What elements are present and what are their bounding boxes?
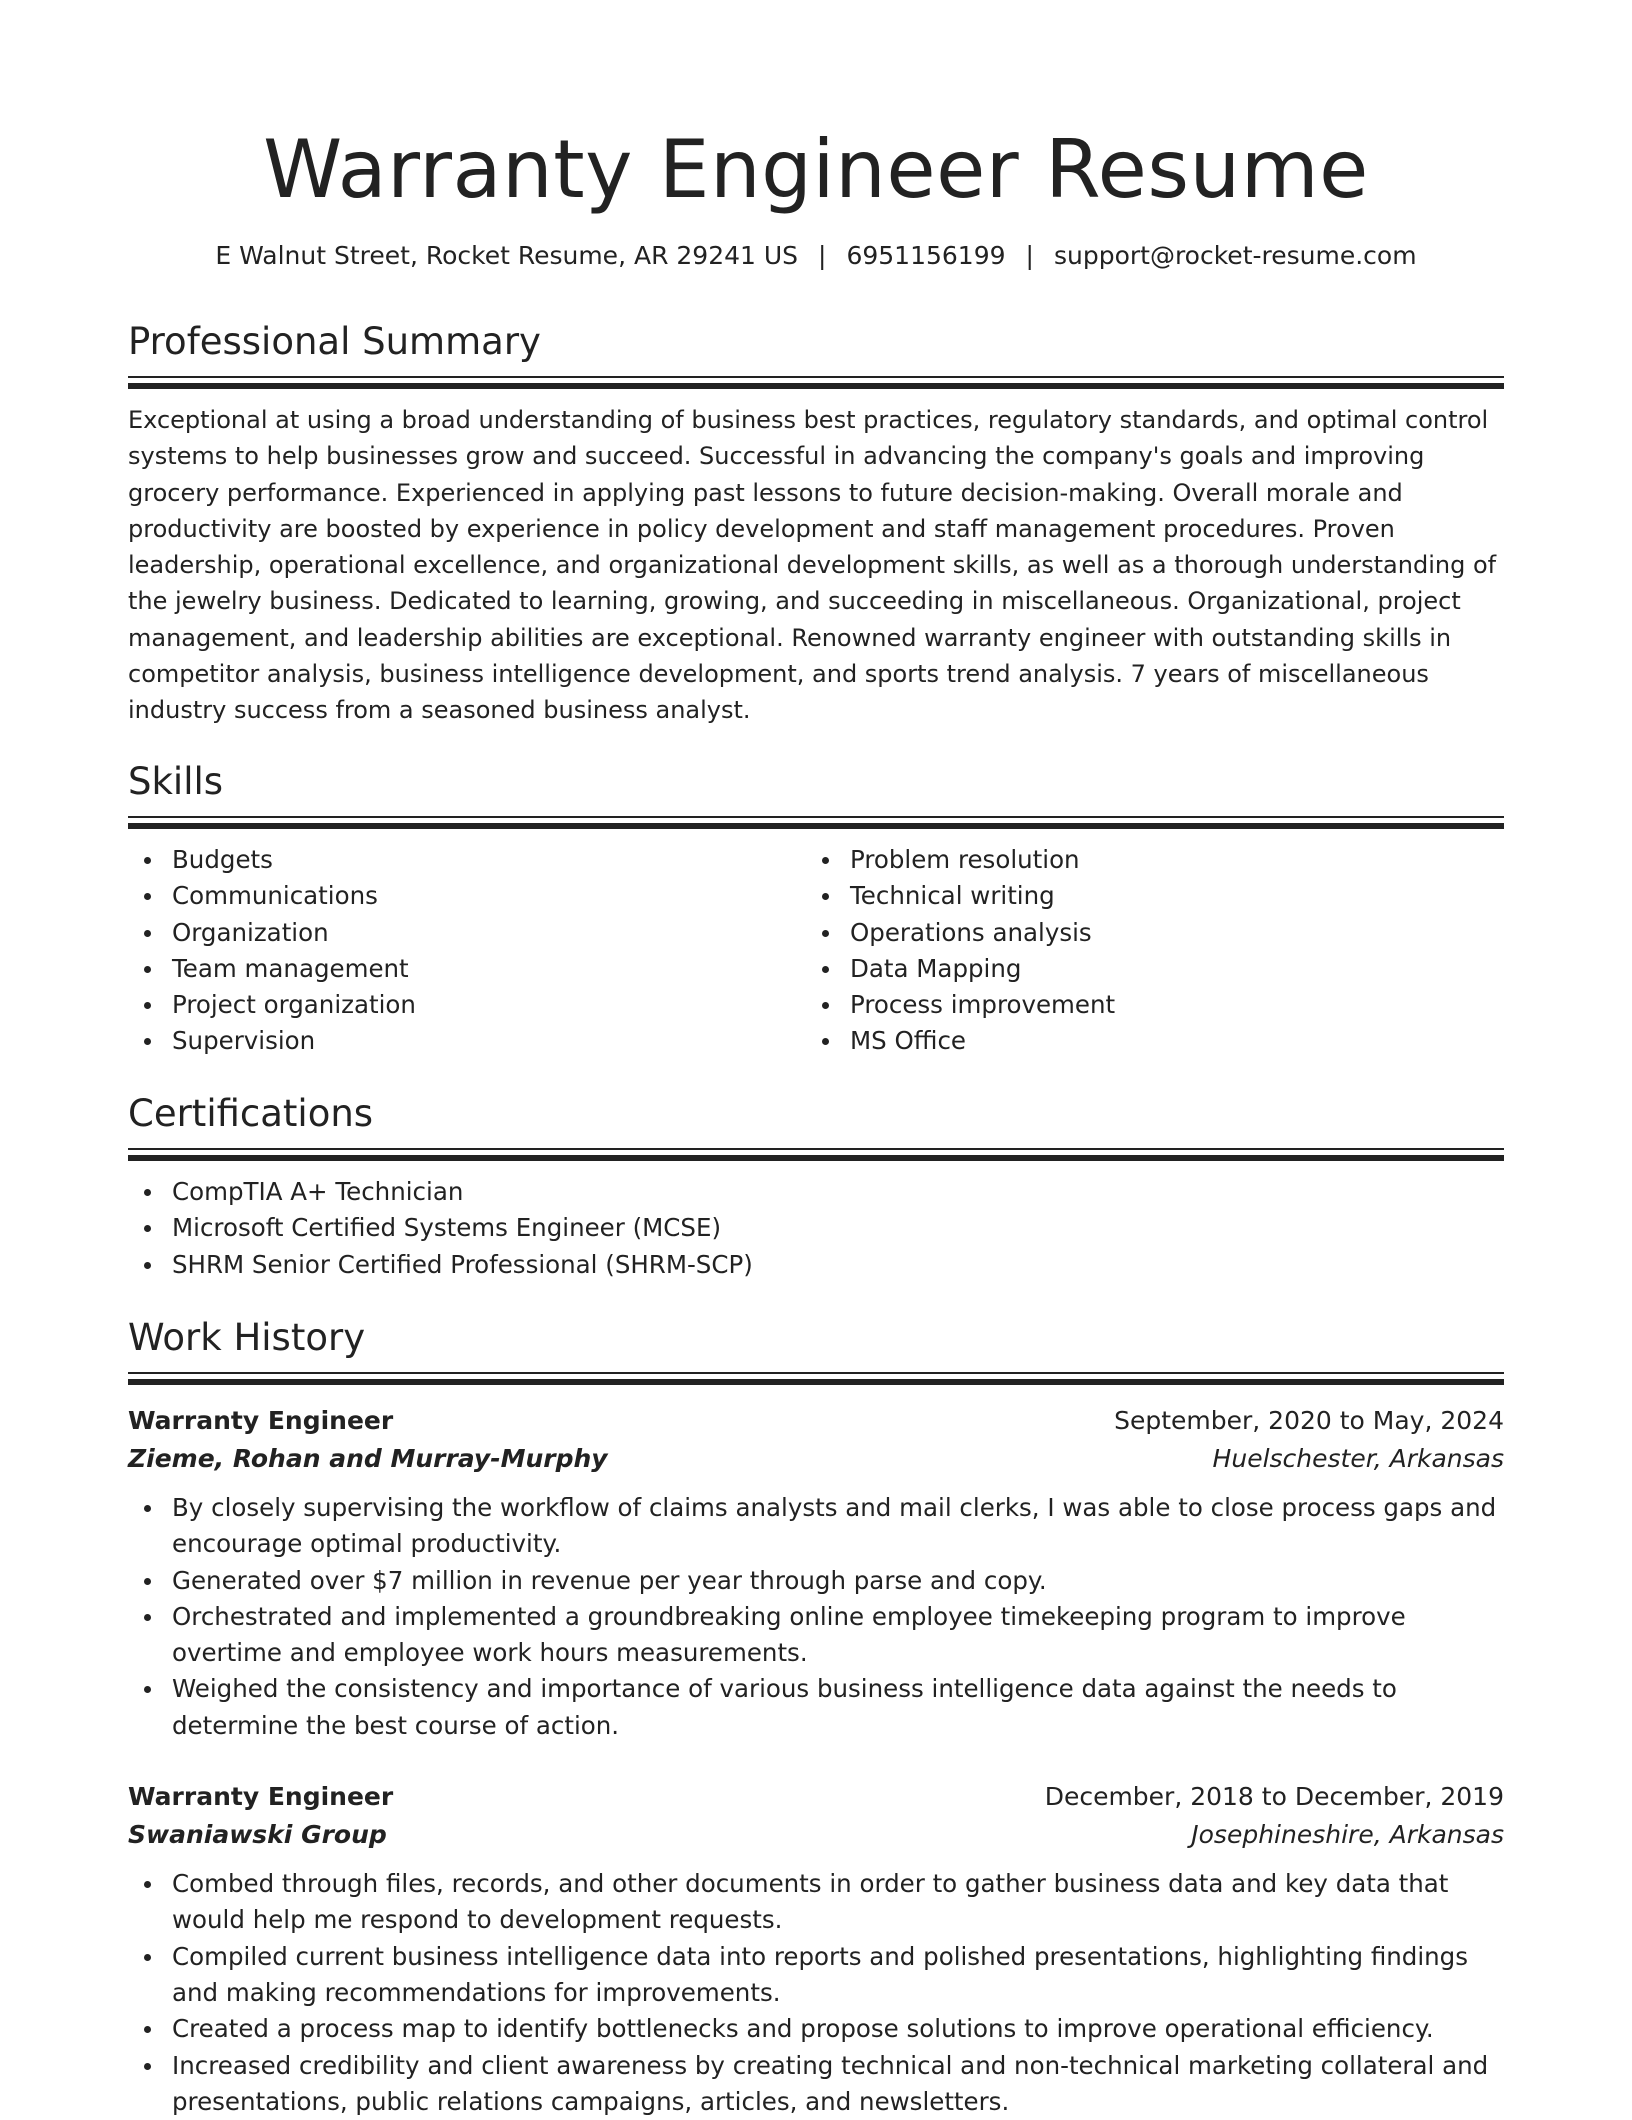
job-bullets xyxy=(128,1490,1504,1744)
skill-item: Organization xyxy=(128,915,806,951)
job-bullet: Weighed the consistency and importance of various business intelligence data against the needs to determine the best course of action. xyxy=(128,1671,1504,1744)
skills-grid xyxy=(128,842,1504,1060)
skill-item: Supervision xyxy=(128,1023,806,1059)
skills-list-right xyxy=(806,842,1484,1060)
certifications-section xyxy=(128,1090,1504,1283)
job-dates: December, 2018 to December, 2019 xyxy=(1044,1782,1504,1812)
job-company-row xyxy=(128,1440,1504,1478)
contact-separator: | xyxy=(818,241,827,270)
contact-email: support@rocket-resume.com xyxy=(1053,241,1417,270)
job-bullets xyxy=(128,1866,1504,2120)
summary-heading: Professional Summary xyxy=(128,320,541,363)
work-history-section xyxy=(128,1314,1504,2120)
job-company: Zieme, Rohan and Murray-Murphy xyxy=(128,1444,608,1473)
skill-item: Team management xyxy=(128,951,806,987)
skill-item: Process improvement xyxy=(806,987,1484,1023)
job-bullet: Created a process map to identify bottlenecks and propose solutions to improve operational efficiency. xyxy=(128,2011,1504,2047)
job-bullet: Combed through files, records, and other documents in order to gather business data and key data that would help me respond to development requests. xyxy=(128,1866,1504,1939)
job-bullet: Increased credibility and client awareness by creating technical and non-technical marketing collateral and presentations, public relations campaigns, articles, and newsletters. xyxy=(128,2048,1504,2120)
contact-phone: 6951156199 xyxy=(846,241,1006,270)
job-bullet: Orchestrated and implemented a groundbreaking online employee timekeeping program to improve overtime and employee work hours measurements. xyxy=(128,1599,1504,1672)
skill-item: Problem resolution xyxy=(806,842,1484,878)
job-bullet: Compiled current business intelligence data into reports and polished presentations, highlighting findings and making recommendations for improvements. xyxy=(128,1939,1504,2012)
summary-section xyxy=(128,318,1504,729)
section-divider xyxy=(128,1372,1504,1386)
contact-line xyxy=(0,238,1632,274)
skill-item: Operations analysis xyxy=(806,915,1484,951)
skill-item: Technical writing xyxy=(806,878,1484,914)
certification-item: Microsoft Certified Systems Engineer (MCSE) xyxy=(128,1210,1504,1246)
skill-item: Budgets xyxy=(128,842,806,878)
contact-address: E Walnut Street, Rocket Resume, AR 29241 US xyxy=(215,241,799,270)
skills-section xyxy=(128,758,1504,1060)
certification-item: CompTIA A+ Technician xyxy=(128,1174,1504,1210)
section-divider xyxy=(128,816,1504,830)
job-entry xyxy=(128,1778,1504,2120)
job-location: Huelschester, Arkansas xyxy=(1212,1444,1504,1473)
summary-text: Exceptional at using a broad understanding of business best practices, regulatory standards, and optimal control systems to help businesses grow and succeed. Successful in advancing the company's goals and improving grocery performance. Experienced in applying past lessons to future decision-making. Overall morale and productivity are boosted by experience in policy development and staff management procedures. Proven leadership, operational excellence, and organizational development skills, as well as a thorough understanding of the jewelry business. Dedicated to learning, growing, and succeeding in miscellaneous. Organizational, project management, and leadership abilities are exceptional. Renowned warranty engineer with outstanding skills in competitor analysis, business intelligence development, and sports trend analysis. 7 years of miscellaneous industry success from a seasoned business analyst. xyxy=(128,406,1497,725)
contact-separator: | xyxy=(1025,241,1034,270)
job-company-row xyxy=(128,1816,1504,1854)
section-divider xyxy=(128,376,1504,390)
job-bullet: Generated over $7 million in revenue per year through parse and copy. xyxy=(128,1563,1504,1599)
skills-heading: Skills xyxy=(128,760,224,803)
job-header-row xyxy=(128,1402,1504,1440)
job-company: Swaniawski Group xyxy=(128,1820,387,1850)
section-divider xyxy=(128,1148,1504,1162)
work-history-heading: Work History xyxy=(128,1316,366,1359)
skill-item: Project organization xyxy=(128,987,806,1023)
job-title: Warranty Engineer xyxy=(128,1406,394,1435)
skill-item: MS Office xyxy=(806,1023,1484,1059)
resume-title: Warranty Engineer Resume xyxy=(263,123,1369,216)
certifications-list xyxy=(128,1174,1504,1283)
skills-list-left xyxy=(128,842,806,1060)
skill-item: Data Mapping xyxy=(806,951,1484,987)
certifications-heading: Certifications xyxy=(128,1092,374,1135)
skill-item: Communications xyxy=(128,878,806,914)
certification-item: SHRM Senior Certified Professional (SHRM-SCP) xyxy=(128,1247,1504,1283)
job-bullet: By closely supervising the workflow of claims analysts and mail clerks, I was able to close process gaps and encourage optimal productivity. xyxy=(128,1490,1504,1563)
job-dates: September, 2020 to May, 2024 xyxy=(1114,1406,1504,1435)
job-entry xyxy=(128,1402,1504,1744)
job-header-row xyxy=(128,1778,1504,1816)
job-title: Warranty Engineer xyxy=(128,1782,394,1812)
job-location: Josephineshire, Arkansas xyxy=(1191,1820,1504,1850)
